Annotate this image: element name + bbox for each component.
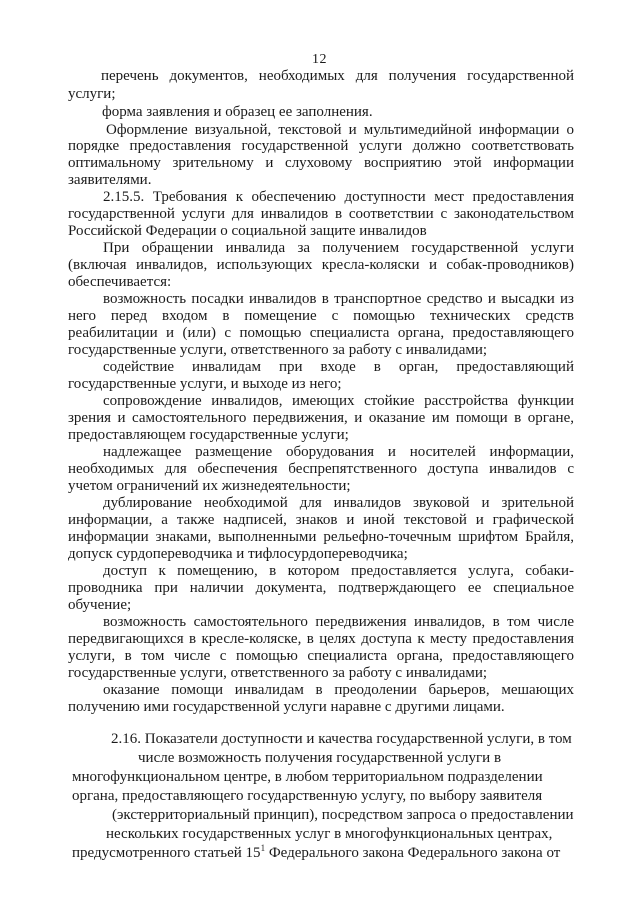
text-line: Российской Федерации о социальной защите инвалидов xyxy=(68,223,427,239)
page-number: 12 xyxy=(312,52,327,67)
text-line: (экстерриториальный принцип), посредством запроса о предоставлении xyxy=(112,807,574,823)
text-line: дублирование необходимой для инвалидов звуковой и зрительной xyxy=(103,495,574,511)
text-line: обеспечивается: xyxy=(68,274,172,290)
text-line: сопровождение инвалидов, имеющих стойкие расстройства функции xyxy=(103,393,574,409)
text-line: него перед входом в помещение с помощью технических средств xyxy=(68,308,574,324)
text-line: информации знаками, выполненными рельефно-точечным шрифтом Брайля, xyxy=(68,529,574,545)
text-line: обучение; xyxy=(68,597,132,613)
superscript: 1 xyxy=(260,843,266,853)
text-line: реабилитации и (или) с помощью специалиста органа, предоставляющего xyxy=(68,325,574,341)
text-line: заявителями. xyxy=(68,172,152,188)
text-line: возможность самостоятельного передвижения инвалидов, в том числе xyxy=(103,614,574,630)
text-line: доступ к помещению, в котором предоставляется услуга, собаки- xyxy=(103,563,574,579)
text-line-with-footnote xyxy=(72,845,560,862)
text-fragment: предусмотренного статьей 15 xyxy=(72,845,261,861)
text-line: передвигающихся в кресле-коляске, в целях доступа к месту предоставления xyxy=(68,631,574,647)
text-line: органа, предоставляющего государственную услугу, по выбору заявителя xyxy=(72,788,543,804)
text-line: 2.16. Показатели доступности и качества государственной услуги, в том xyxy=(111,731,572,747)
text-line: порядке предоставления государственной услуги должно соответствовать xyxy=(68,138,574,154)
text-line: 2.15.5. Требования к обеспечению доступности мест предоставления xyxy=(103,189,574,205)
text-line: допуск сурдопереводчика и тифлосурдопереводчика; xyxy=(68,546,408,562)
text-line: услуги, в том числе с помощью специалиста органа, предоставляющего xyxy=(68,648,574,664)
text-line: оказание помощи инвалидам в преодолении барьеров, мешающих xyxy=(103,682,574,698)
text-line: При обращении инвалида за получением государственной услуги xyxy=(103,240,574,256)
text-line: возможность посадки инвалидов в транспортное средство и высадки из xyxy=(103,291,574,307)
text-line: проводника при наличии документа, подтверждающего ее специальное xyxy=(68,580,574,596)
text-line: услуги; xyxy=(68,86,116,102)
text-line: государственной услуги для инвалидов в соответствии с законодательством xyxy=(68,206,574,222)
text-line: многофункциональном центре, в любом территориальном подразделении xyxy=(72,769,543,785)
text-line: оптимальному зрительному и слуховому восприятию этой информации xyxy=(68,155,574,171)
text-line: содействие инвалидам при входе в орган, предоставляющий xyxy=(103,359,574,375)
text-line: государственные услуги, и выходе из него; xyxy=(68,376,342,392)
text-line: информации, а также надписей, знаков и иной текстовой и графической xyxy=(68,512,574,528)
text-line: нескольких государственных услуг в многофункциональных центрах, xyxy=(106,826,553,842)
text-line: государственные услуги, ответственного за работу с инвалидами; xyxy=(68,342,488,358)
text-line: перечень документов, необходимых для получения государственной xyxy=(101,68,574,84)
text-fragment: Федерального закона Федерального закона от xyxy=(268,845,561,861)
text-line: зрения и самостоятельного передвижения, и оказание им помощи в органе, xyxy=(68,410,574,426)
text-line: предоставляющем государственные услуги; xyxy=(68,427,349,443)
text-line: получению ими государственной услуги наравне с другими лицами. xyxy=(68,699,505,715)
text-line: государственные услуги, ответственного за работу с инвалидами; xyxy=(68,665,488,681)
text-line: учетом ограничений их жизнедеятельности; xyxy=(68,478,351,494)
text-line: числе возможность получения государственной услуги в xyxy=(138,750,502,766)
text-line: необходимых для обеспечения беспрепятственного доступа инвалидов с xyxy=(68,461,574,477)
text-line: надлежащее размещение оборудования и носителей информации, xyxy=(103,444,574,460)
text-line: Оформление визуальной, текстовой и мультимедийной информации о xyxy=(106,122,574,138)
text-line: форма заявления и образец ее заполнения. xyxy=(102,104,373,120)
text-line: (включая инвалидов, использующих кресла-коляски и собак-проводников) xyxy=(68,257,574,273)
